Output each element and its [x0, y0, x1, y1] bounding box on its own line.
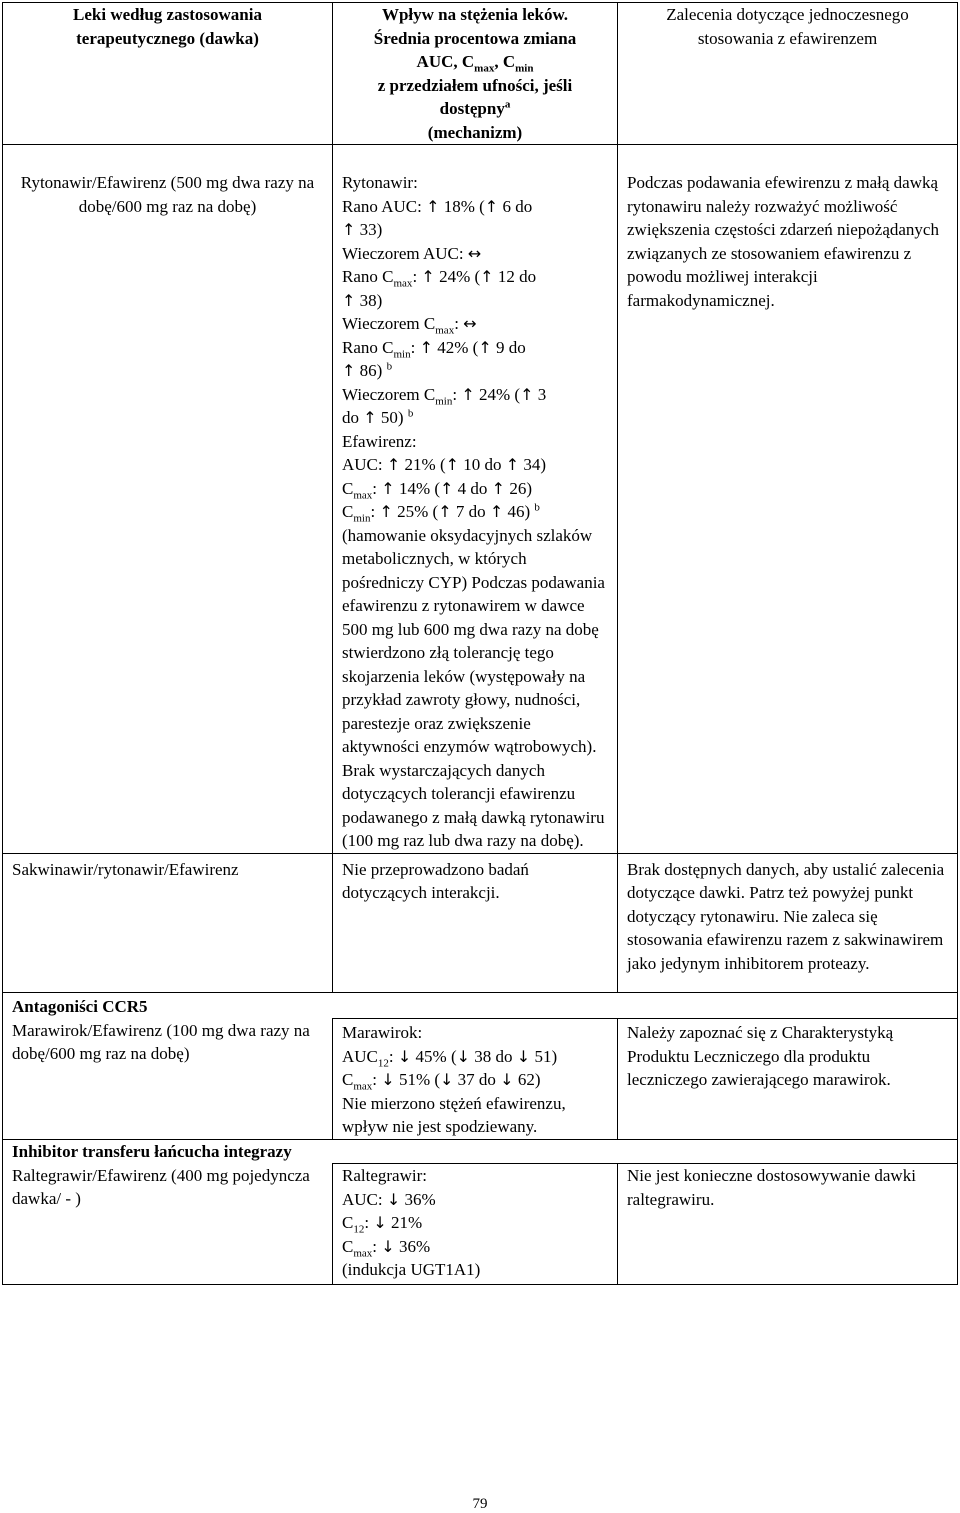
arrow-up-icon: ↑: [419, 337, 433, 357]
arrow-up-icon: ↑: [489, 502, 504, 521]
effect-text: C: [342, 502, 354, 521]
header-effect: [333, 3, 618, 145]
available-text: dostępny: [439, 99, 505, 118]
effect-line: [342, 1068, 608, 1092]
header-effect-line: [342, 50, 608, 74]
sub-min: min: [393, 347, 411, 360]
interaction-table: [2, 2, 958, 1285]
sub-max: max: [435, 324, 455, 337]
effect-text: :: [388, 1046, 394, 1066]
table-row: [3, 1019, 958, 1140]
header-effect-line: (mechanizm): [427, 122, 523, 142]
drug-cell: [3, 145, 333, 854]
effect-line: (indukcja UGT1A1): [342, 1260, 481, 1279]
header-drug: [3, 3, 333, 145]
section-row: [3, 992, 958, 1019]
table-row: [3, 1164, 958, 1285]
sub-min: min: [515, 62, 534, 75]
effect-text: 38): [359, 290, 383, 310]
section-cell: [3, 992, 958, 1019]
auc-c-text: AUC, C: [416, 52, 475, 71]
effect-line: [342, 500, 608, 524]
effect-cell: [333, 853, 618, 992]
effect-line: [342, 453, 608, 477]
effect-text: :: [412, 267, 418, 286]
effect-cell: [333, 145, 618, 854]
sub-12: 12: [353, 1223, 365, 1236]
effect-line: [342, 289, 608, 313]
effect-cell: [333, 1164, 618, 1285]
arrow-down-icon: ↓: [381, 1070, 395, 1089]
sub-max: max: [393, 277, 413, 290]
effect-line: [342, 1211, 608, 1235]
recommendation-cell: [618, 1164, 958, 1285]
effect-text: Rano C: [342, 267, 394, 286]
footnote-a: a: [504, 98, 511, 111]
effect-text: 33): [359, 220, 383, 239]
effect-text: 46): [507, 502, 531, 521]
header-effect-line: Średnia procentowa zmiana: [373, 28, 577, 48]
effect-text: 51% (: [398, 1070, 441, 1089]
drug-cell: [3, 1019, 333, 1140]
drug-name: Rytonawir/Efawirenz (500 mg dwa razy na dobę/600 mg raz na dobę): [20, 173, 315, 216]
effect-line: Efawirenz:: [342, 431, 417, 451]
effect-line: [342, 359, 608, 383]
effect-line: [342, 265, 608, 289]
arrow-down-icon: ↓: [516, 1046, 531, 1066]
effect-line: [342, 218, 608, 242]
header-row: [3, 3, 958, 145]
effect-text: AUC: [342, 1046, 378, 1066]
header-effect-line: z przedziałem ufności, jeśli: [377, 75, 573, 95]
effect-text: 50): [380, 408, 404, 427]
table-row: [3, 853, 958, 992]
arrow-up-icon: ↑: [379, 502, 393, 521]
drug-name: Marawirok/Efawirenz (100 mg dwa razy na dobę/600 mg raz na dobę): [12, 1020, 310, 1063]
recommendation-text: Brak dostępnych danych, aby ustalić zalecenia dotyczące dawki. Patrz też powyżej punkt dotyczący rytonawiru. Nie zaleca się stosowania efawirenzu razem z sakwinawirem jako jedynym inhibitorem proteazy.: [627, 859, 945, 973]
effect-text: 62): [517, 1070, 541, 1089]
arrow-down-icon: ↓: [500, 1070, 514, 1089]
effect-text: do: [342, 408, 359, 427]
effect-text: 38 do: [474, 1046, 513, 1066]
page-number: 79: [472, 1496, 488, 1512]
effect-text: 36%: [398, 1236, 431, 1256]
sub-12: 12: [377, 1056, 389, 1069]
effect-line: [342, 242, 608, 266]
effect-line: Raltegrawir:: [342, 1166, 427, 1185]
effect-paragraph: (hamowanie oksydacyjnych szlaków metabolicznych, w których pośredniczy CYP) Podczas podawania efawirenzu z rytonawirem w dawce 500 mg lub 600 mg dwa razy na dobę stwierdzono złą tolerancję tego skojarzenia leków (występowały na przykład zawroty głowy, nudności, parestezje oraz zwiększenie aktywności enzymów wątrobowych). Brak wystarczających danych dotyczących tolerancji efawirenzu podawanego z małą dawką rytonawiru (100 mg raz lub dwa razy na dobę).: [342, 525, 605, 850]
effect-text: 51): [534, 1046, 558, 1066]
effect-text: 3: [537, 384, 547, 404]
arrow-down-icon: ↓: [373, 1213, 387, 1232]
effect-line: [342, 1045, 608, 1069]
sub-max: max: [474, 62, 495, 75]
effect-paragraph: Nie mierzono stężeń efawirenzu, wpływ nie jest spodziewany.: [342, 1093, 566, 1136]
effect-line: [342, 406, 608, 430]
recommendation-text: Nie jest konieczne dostosowywanie dawki raltegrawiru.: [627, 1166, 916, 1209]
effect-line: [342, 336, 608, 360]
effect-text: 18% (: [443, 196, 485, 216]
header-recommendation-text: Zalecenia dotyczące jednoczesnego stosowania z efawirenzem: [666, 5, 909, 48]
effect-text: 10 do: [463, 455, 502, 474]
effect-text: 9 do: [495, 337, 526, 357]
arrow-left-right-icon: ↔: [463, 314, 477, 333]
effect-text: 45% (: [415, 1046, 457, 1066]
effect-text: Wieczorem AUC:: [342, 243, 464, 263]
c-text: , C: [494, 52, 516, 71]
effect-text: 7 do: [455, 502, 486, 521]
header-effect-line: [342, 97, 608, 121]
effect-text: 86): [359, 361, 383, 380]
arrow-up-icon: ↑: [342, 220, 356, 239]
effect-text: 12 do: [497, 267, 537, 286]
effect-text: :: [372, 1070, 378, 1089]
arrow-up-icon: ↑: [445, 455, 460, 474]
effect-text: 24% (: [439, 267, 481, 286]
sub-max: max: [353, 1080, 373, 1093]
effect-text: C: [342, 1236, 354, 1256]
arrow-up-icon: ↑: [484, 196, 499, 216]
recommendation-cell: [618, 1019, 958, 1140]
section-row: [3, 1139, 958, 1164]
effect-text: :: [452, 384, 458, 404]
drug-name: Sakwinawir/rytonawir/Efawirenz: [12, 859, 239, 879]
footnote-b: b: [386, 360, 393, 373]
drug-cell: [3, 1164, 333, 1285]
recommendation-cell: [618, 853, 958, 992]
effect-line: [342, 477, 608, 501]
effect-text: Wieczorem C: [342, 384, 436, 404]
sub-min: min: [435, 394, 453, 407]
effect-text: 26): [509, 478, 532, 498]
effect-text: :: [364, 1213, 370, 1232]
effect-text: AUC:: [342, 1189, 383, 1209]
sub-max: max: [353, 1246, 373, 1259]
effect-text: :: [370, 502, 376, 521]
table-row: [3, 145, 958, 854]
arrow-up-icon: ↑: [520, 384, 534, 404]
effect-line: [342, 312, 608, 336]
arrow-down-icon: ↓: [381, 1236, 395, 1256]
arrow-up-icon: ↑: [461, 384, 475, 404]
arrow-down-icon: ↓: [397, 1046, 412, 1066]
effect-line: Rytonawir:: [342, 173, 418, 192]
effect-text: C: [342, 478, 354, 498]
effect-text: :: [410, 337, 416, 357]
effect-text: :: [372, 478, 378, 498]
effect-text: 21% (: [404, 455, 446, 474]
recommendation-cell: [618, 145, 958, 854]
arrow-down-icon: ↓: [456, 1046, 471, 1066]
effect-text: 36%: [404, 1189, 436, 1209]
effect-text: 25% (: [397, 502, 439, 521]
arrow-up-icon: ↑: [386, 455, 401, 474]
arrow-up-icon: ↑: [381, 478, 395, 498]
effect-line: [342, 1188, 608, 1212]
effect-text: :: [372, 1236, 378, 1256]
arrow-up-icon: ↑: [480, 267, 494, 286]
effect-text: 34): [523, 455, 547, 474]
sub-min: min: [353, 512, 371, 525]
header-recommendation: [618, 3, 958, 145]
effect-text: Nie przeprowadzono badań dotyczących interakcji.: [342, 859, 529, 902]
footnote-b: b: [407, 407, 414, 420]
footnote-b: b: [534, 501, 540, 514]
effect-text: Wieczorem C: [342, 314, 436, 333]
recommendation-text: Należy zapoznać się z Charakterystyką Produktu Leczniczego dla produktu leczniczego zawierającego marawirok.: [627, 1023, 894, 1089]
sub-max: max: [353, 488, 373, 501]
arrow-up-icon: ↑: [363, 408, 377, 427]
effect-text: :: [454, 314, 459, 333]
effect-text: Rano AUC:: [342, 196, 422, 216]
effect-text: 24% (: [479, 384, 521, 404]
effect-text: 37 do: [457, 1070, 496, 1089]
effect-text: 21%: [390, 1213, 423, 1232]
section-title: Antagoniści CCR5: [12, 996, 148, 1016]
header-effect-line: Wpływ na stężenia leków.: [381, 5, 569, 24]
effect-text: C: [342, 1070, 354, 1089]
effect-cell: [333, 1019, 618, 1140]
recommendation-text: Podczas podawania efewirenzu z małą dawką rytonawiru należy rozważyć możliwość zwiększenia częstości zdarzeń niepożądanych związanych ze stosowaniem efawirenzu z powodu możliwej interakcji farmakodynamicznej.: [627, 173, 939, 310]
arrow-up-icon: ↑: [342, 290, 356, 310]
effect-text: 42% (: [437, 337, 479, 357]
effect-line: [342, 383, 608, 407]
drug-cell: [3, 853, 333, 992]
arrow-down-icon: ↓: [440, 1070, 454, 1089]
effect-text: AUC:: [342, 455, 383, 474]
arrow-up-icon: ↑: [342, 361, 356, 380]
header-drug-text: Leki według zastosowania terapeutycznego (dawka): [73, 5, 262, 48]
arrow-up-icon: ↑: [478, 337, 492, 357]
effect-line: [342, 1235, 608, 1259]
arrow-up-icon: ↑: [505, 455, 520, 474]
effect-text: 6 do: [502, 196, 533, 216]
arrow-up-icon: ↑: [438, 502, 452, 521]
section-title: Inhibitor transferu łańcucha integrazy: [12, 1141, 292, 1161]
effect-text: Rano C: [342, 337, 394, 357]
effect-text: C: [342, 1213, 354, 1232]
arrow-up-icon: ↑: [440, 478, 454, 498]
arrow-left-right-icon: ↔: [467, 243, 482, 263]
effect-text: 4 do: [457, 478, 488, 498]
drug-name: Raltegrawir/Efawirenz (400 mg pojedyncza dawka/ - ): [12, 1165, 310, 1208]
arrow-up-icon: ↑: [491, 478, 506, 498]
effect-text: 14% (: [398, 478, 441, 498]
section-cell: [3, 1139, 958, 1164]
arrow-down-icon: ↓: [386, 1189, 401, 1209]
effect-line: [342, 195, 608, 219]
effect-line: Marawirok:: [342, 1023, 423, 1042]
arrow-up-icon: ↑: [426, 196, 440, 216]
arrow-up-icon: ↑: [421, 267, 435, 286]
